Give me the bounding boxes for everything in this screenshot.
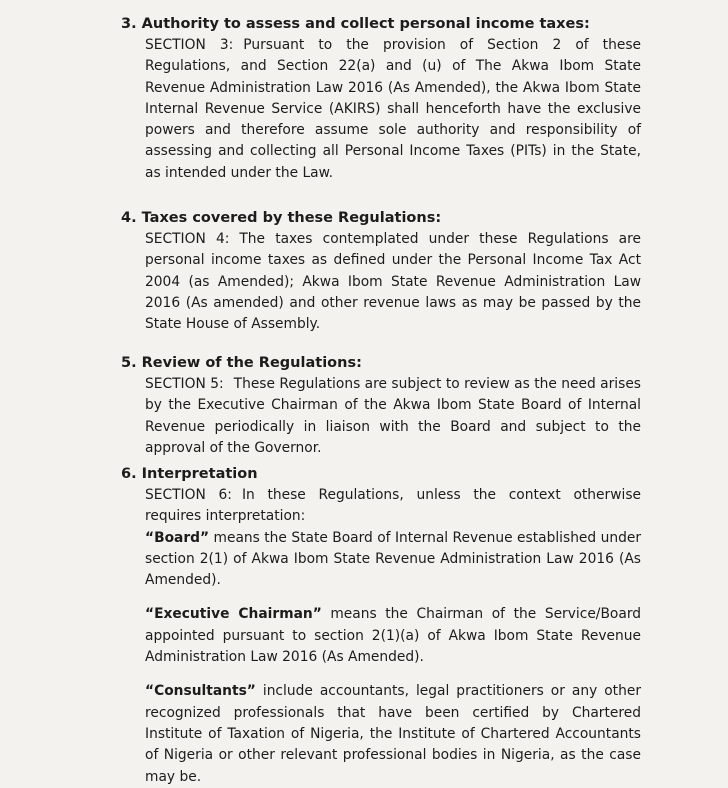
- section-text: In these Regulations, unless the context otherwise requires interpretation:: [145, 487, 641, 525]
- section-body: [145, 35, 641, 184]
- section-6: [121, 463, 641, 788]
- section-label: SECTION 6:: [145, 487, 232, 503]
- definition-text: means the State Board of Internal Revenue established under section 2(1) of Akwa Ibom State Revenue Administration Law 2016 (As Amended).: [145, 529, 642, 589]
- section-text: The taxes contemplated under these Regulations are personal income taxes as defined under the Personal Income Tax Act 2004 (as Amended); Akwa Ibom State Revenue Administration Law 2016 (As amended) and other revenue laws as may be passed by the State House of Assembly.: [145, 231, 641, 333]
- section-heading: 5. Review of the Regulations:: [121, 355, 362, 371]
- definition-term: “Consultants”: [145, 683, 256, 700]
- section-label: SECTION 5:: [145, 376, 224, 392]
- definition-term: “Board”: [145, 529, 210, 546]
- section-text: These Regulations are subject to review as the need arises by the Executive Chairman of the Akwa Ibom State Board of Internal Revenue periodically in liaison with the Board and subject to the approval of the Governor.: [145, 376, 641, 456]
- definition-text: means the Chairman of the Service/Board appointed pursuant to section 2(1)(a) of Akwa Ibom State Revenue Administration Law 2016 (As Amended).: [145, 606, 642, 666]
- section-5: [121, 352, 641, 459]
- section-3: [121, 13, 641, 184]
- definition-board: [145, 528, 641, 592]
- definition-term: “Executive Chairman”: [145, 606, 322, 623]
- definition-executive-chairman: [145, 604, 641, 668]
- section-body: [145, 485, 641, 528]
- section-body: [145, 229, 641, 335]
- section-text: Pursuant to the provision of Section 2 of these Regulations, and Section 22(a) and (u) of The Akwa Ibom State Revenue Administration Law 2016 (As Amended), the Akwa Ibom State Internal Revenue Service (AKIRS) shall henceforth have the exclusive powers and therefore assume sole authority and responsibility of assessing and collecting all Personal Income Taxes (PITs) in the State, as intended under the Law.: [145, 37, 641, 181]
- definition-text: include accountants, legal practitioners or any other recognized professionals that have been certified by Chartered Institute of Taxation of Nigeria, the Institute of Chartered Accountants of Nigeria or other relevant professional bodies in Nigeria, as the case may be.: [145, 683, 641, 785]
- section-heading: 3. Authority to assess and collect personal income taxes:: [121, 16, 590, 32]
- definition-consultants: [145, 681, 641, 787]
- section-heading: 4. Taxes covered by these Regulations:: [121, 210, 442, 226]
- section-label: SECTION 3:: [145, 37, 234, 53]
- section-heading: 6. Interpretation: [121, 466, 258, 482]
- section-4: [121, 207, 641, 335]
- section-body: [145, 374, 641, 459]
- section-label: SECTION 4:: [145, 231, 230, 247]
